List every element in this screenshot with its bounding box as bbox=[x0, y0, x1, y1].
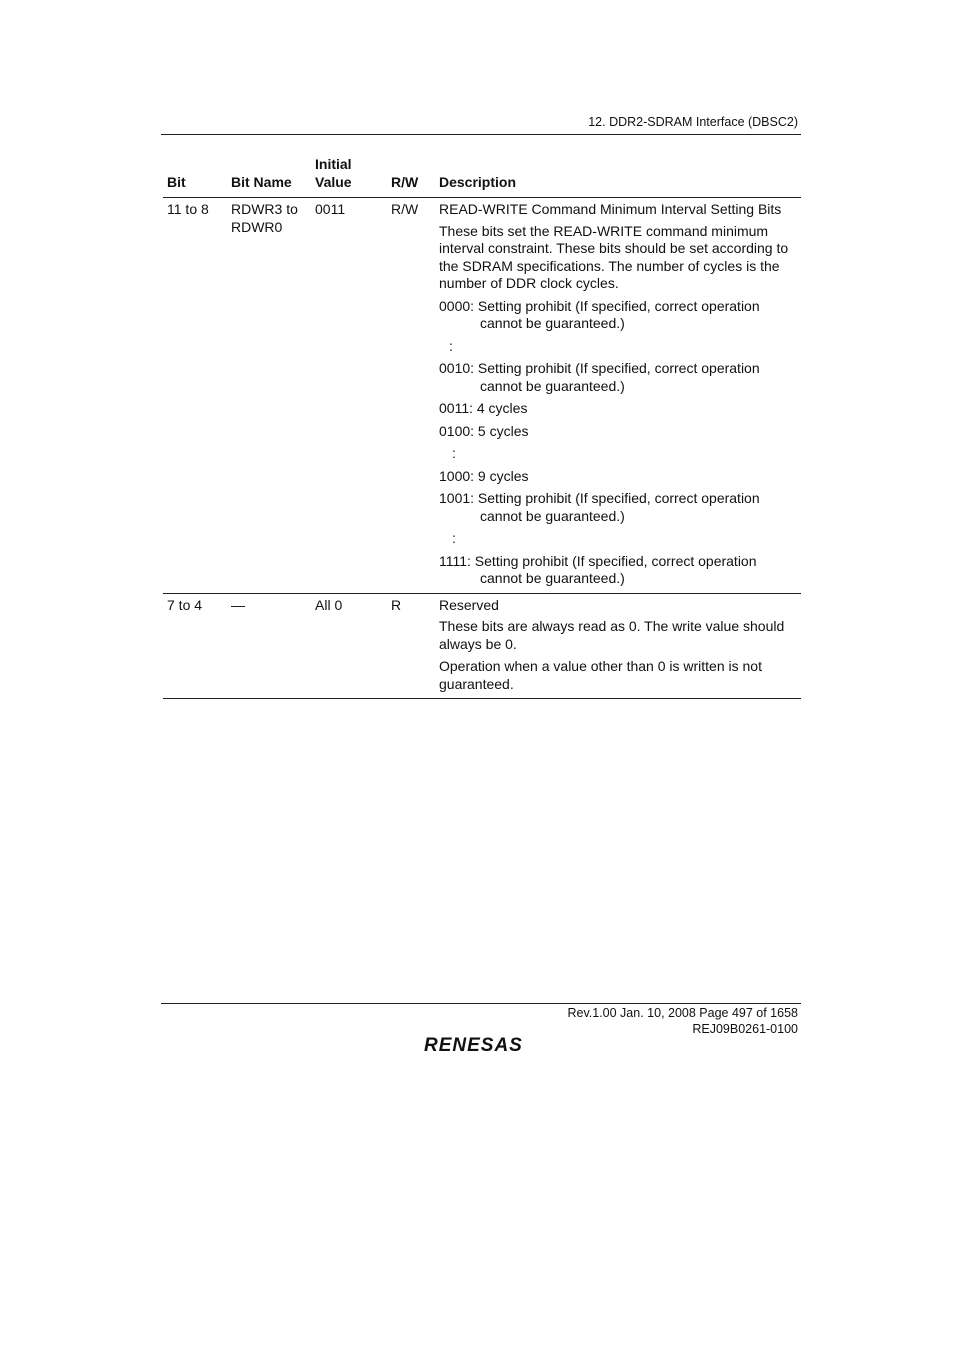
cell-bit: 7 to 4 bbox=[163, 593, 227, 699]
renesas-logo bbox=[422, 1033, 542, 1055]
document-number: REJ09B0261-0100 bbox=[692, 1021, 798, 1036]
header-rule bbox=[161, 134, 801, 135]
cell-bit-name: — bbox=[227, 593, 311, 699]
ellipsis-dots: : bbox=[452, 530, 456, 546]
initial-header-line1: Initial bbox=[315, 156, 352, 172]
logo-wordmark: RENESAS bbox=[424, 1035, 523, 1055]
cell-description bbox=[435, 198, 801, 594]
page-footer bbox=[567, 1006, 798, 1037]
register-bit-table bbox=[163, 156, 801, 699]
table-row bbox=[163, 198, 801, 594]
revision-line: Rev.1.00 Jan. 10, 2008 Page 497 of 1658 bbox=[567, 1006, 798, 1020]
column-header-initial-value bbox=[311, 156, 387, 198]
column-header-rw: R/W bbox=[387, 156, 435, 198]
setting-item: 1111: Setting prohibit (If specified, correct operation cannot be guaranteed.) bbox=[439, 552, 757, 586]
column-header-bit: Bit bbox=[163, 156, 227, 198]
setting-item: 1000: 9 cycles bbox=[439, 467, 529, 484]
setting-item: 0011: 4 cycles bbox=[439, 400, 528, 416]
description-text: These bits set the READ-WRITE command minimum interval constraint. These bits should be set according to the SDRAM specifications. The number of cycles is the number of DDR clock cycles. bbox=[439, 222, 789, 291]
initial-header-line2: Value bbox=[315, 173, 352, 190]
cell-rw: R/W bbox=[387, 198, 435, 594]
cell-initial-value: 0011 bbox=[311, 198, 387, 594]
description-text: These bits are always read as 0. The write value should always be 0. bbox=[439, 618, 785, 652]
setting-item: 0010: Setting prohibit (If specified, correct operation cannot be guaranteed.) bbox=[439, 360, 760, 394]
table-header-row bbox=[163, 156, 801, 198]
description-title: Reserved bbox=[439, 596, 499, 613]
cell-rw: R bbox=[387, 593, 435, 699]
cell-bit-name: RDWR3 to RDWR0 bbox=[227, 198, 311, 594]
cell-initial-value: All 0 bbox=[311, 593, 387, 699]
column-header-bit-name: Bit Name bbox=[227, 156, 311, 198]
setting-item: 1001: Setting prohibit (If specified, correct operation cannot be guaranteed.) bbox=[439, 490, 760, 524]
footer-rule bbox=[161, 1003, 801, 1004]
description-title: READ-WRITE Command Minimum Interval Setting Bits bbox=[439, 201, 782, 217]
setting-item: 0100: 5 cycles bbox=[439, 422, 529, 439]
column-header-description: Description bbox=[435, 156, 801, 198]
ellipsis-dots: : bbox=[449, 337, 453, 354]
section-title: 12. DDR2-SDRAM Interface (DBSC2) bbox=[588, 115, 798, 129]
cell-description bbox=[435, 593, 801, 699]
table-row bbox=[163, 593, 801, 699]
cell-bit: 11 to 8 bbox=[163, 198, 227, 594]
ellipsis-dots: : bbox=[452, 445, 456, 461]
setting-item: 0000: Setting prohibit (If specified, correct operation cannot be guaranteed.) bbox=[439, 297, 760, 331]
description-text: Operation when a value other than 0 is written is not guaranteed. bbox=[439, 658, 762, 692]
